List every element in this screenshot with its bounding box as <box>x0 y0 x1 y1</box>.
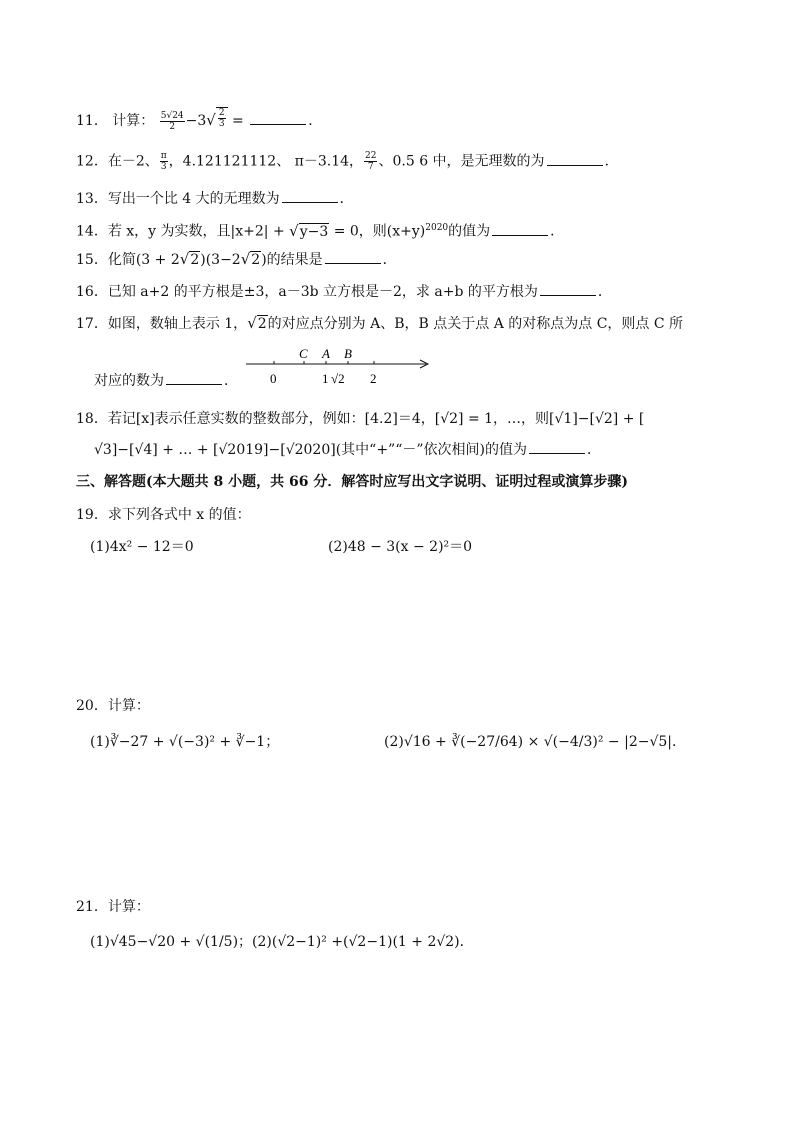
question-17-cont: 对应的数为 ． <box>94 373 238 389</box>
answer-blank[interactable] <box>492 223 548 236</box>
section-heading: 三、解答题(本大题共 8 小题，共 66 分．解答时应写出文字说明、证明过程或演算步骤) <box>76 474 628 490</box>
q19-part2: (2)48 − 3(x − 2)²＝0 <box>328 539 473 555</box>
question-11: 11． 计算： $\frac{5√24}{2}$ −3 √ $\frac{2}{3}$ = ． <box>76 108 323 132</box>
question-number: 15． <box>76 252 108 268</box>
question-number: 20． <box>76 698 108 714</box>
question-13: 13．写出一个比 4 大的无理数为 ． <box>76 191 354 207</box>
question-number: 11． <box>76 113 108 129</box>
question-number: 19． <box>76 507 108 523</box>
radical: √ y−3 <box>289 221 329 240</box>
question-number: 21． <box>76 899 108 915</box>
question-17: 17．如图，数轴上表示 1， √ 2 的对应点分别为 A、B，B 点关于点 A 的对称点为点 C，则点 C 所 <box>76 314 684 332</box>
answer-blank[interactable] <box>166 372 222 385</box>
question-18-cont: √3]−[√4] + … + [√2019]−[√2020](其中“+”“－”依次相间)的值为 ． <box>94 442 601 458</box>
fraction: $\frac{22}{7}$ <box>365 151 377 172</box>
q19-part1: (1)4x² − 12＝0 <box>90 539 194 555</box>
point-label-c: C <box>299 346 308 361</box>
radical: √ $\frac{2}{3}$ <box>206 107 227 129</box>
radical: √ 2 <box>179 250 200 268</box>
question-number: 18． <box>76 411 108 427</box>
q21-parts: (1)√45−√20 + √(1/5)；(2)(√2−1)² +(√2−1)(1 + 2√2)． <box>90 934 474 950</box>
answer-blank[interactable] <box>529 441 585 454</box>
answer-blank[interactable] <box>547 153 603 166</box>
tick-label-1: 1 <box>322 371 329 386</box>
question-20: 20．计算： <box>76 698 150 714</box>
point-label-a: A <box>322 346 330 361</box>
q20-part1: (1)∛−27 + √(−3)² + ∛−1； <box>90 734 280 750</box>
question-number: 12． <box>76 153 108 170</box>
question-14: 14．若 x，y 为实数，且|x+2| + √ y−3 = 0，则$(x+y)^{2020}$的值为 ． <box>76 221 565 240</box>
tick-label-sqrt2: √2 <box>331 371 345 386</box>
answer-blank[interactable] <box>282 190 338 203</box>
tick-label-0: 0 <box>270 371 277 386</box>
question-21: 21．计算： <box>76 899 150 915</box>
q20-part2: (2)√16 + ∛(−27/64) × √(−4/3)² − |2−√5|． <box>384 734 686 750</box>
question-number: 17． <box>76 316 108 332</box>
radical: √ 2 <box>247 314 267 332</box>
fraction: $\frac{5√24}{2}$ <box>160 110 184 132</box>
fraction: $\frac{\pi}{3}$ <box>160 151 167 172</box>
question-number: 14． <box>76 223 108 240</box>
point-label-b: B <box>344 346 352 361</box>
answer-blank[interactable] <box>325 251 381 264</box>
question-number: 13． <box>76 191 108 207</box>
question-number: 16． <box>76 284 108 300</box>
question-12: 12．在－2、 $\frac{\pi}{3}$ ，4.121121112、 π－3.14， $\frac{22}{7}$ 、0.5 6 中，是无理数的为 ． <box>76 151 619 172</box>
tick-label-2: 2 <box>370 371 377 386</box>
number-line <box>244 344 444 388</box>
answer-blank[interactable] <box>540 283 596 296</box>
question-18: 18．若记[x]表示任意实数的整数部分，例如：[4.2]＝4，[√2] = 1，…，则[√1]−[√2] + [ <box>76 411 645 427</box>
question-19: 19．求下列各式中 x 的值： <box>76 507 251 523</box>
answer-blank[interactable] <box>250 112 306 125</box>
radical: √ 2 <box>240 250 261 268</box>
question-15: 15．化简(3 + 2 √ 2 )(3−2 √ 2 )的结果是 ． <box>76 250 397 268</box>
question-16: 16．已知 a+2 的平方根是±3，a－3b 立方根是－2，求 a+b 的平方根为 ． <box>76 284 612 300</box>
